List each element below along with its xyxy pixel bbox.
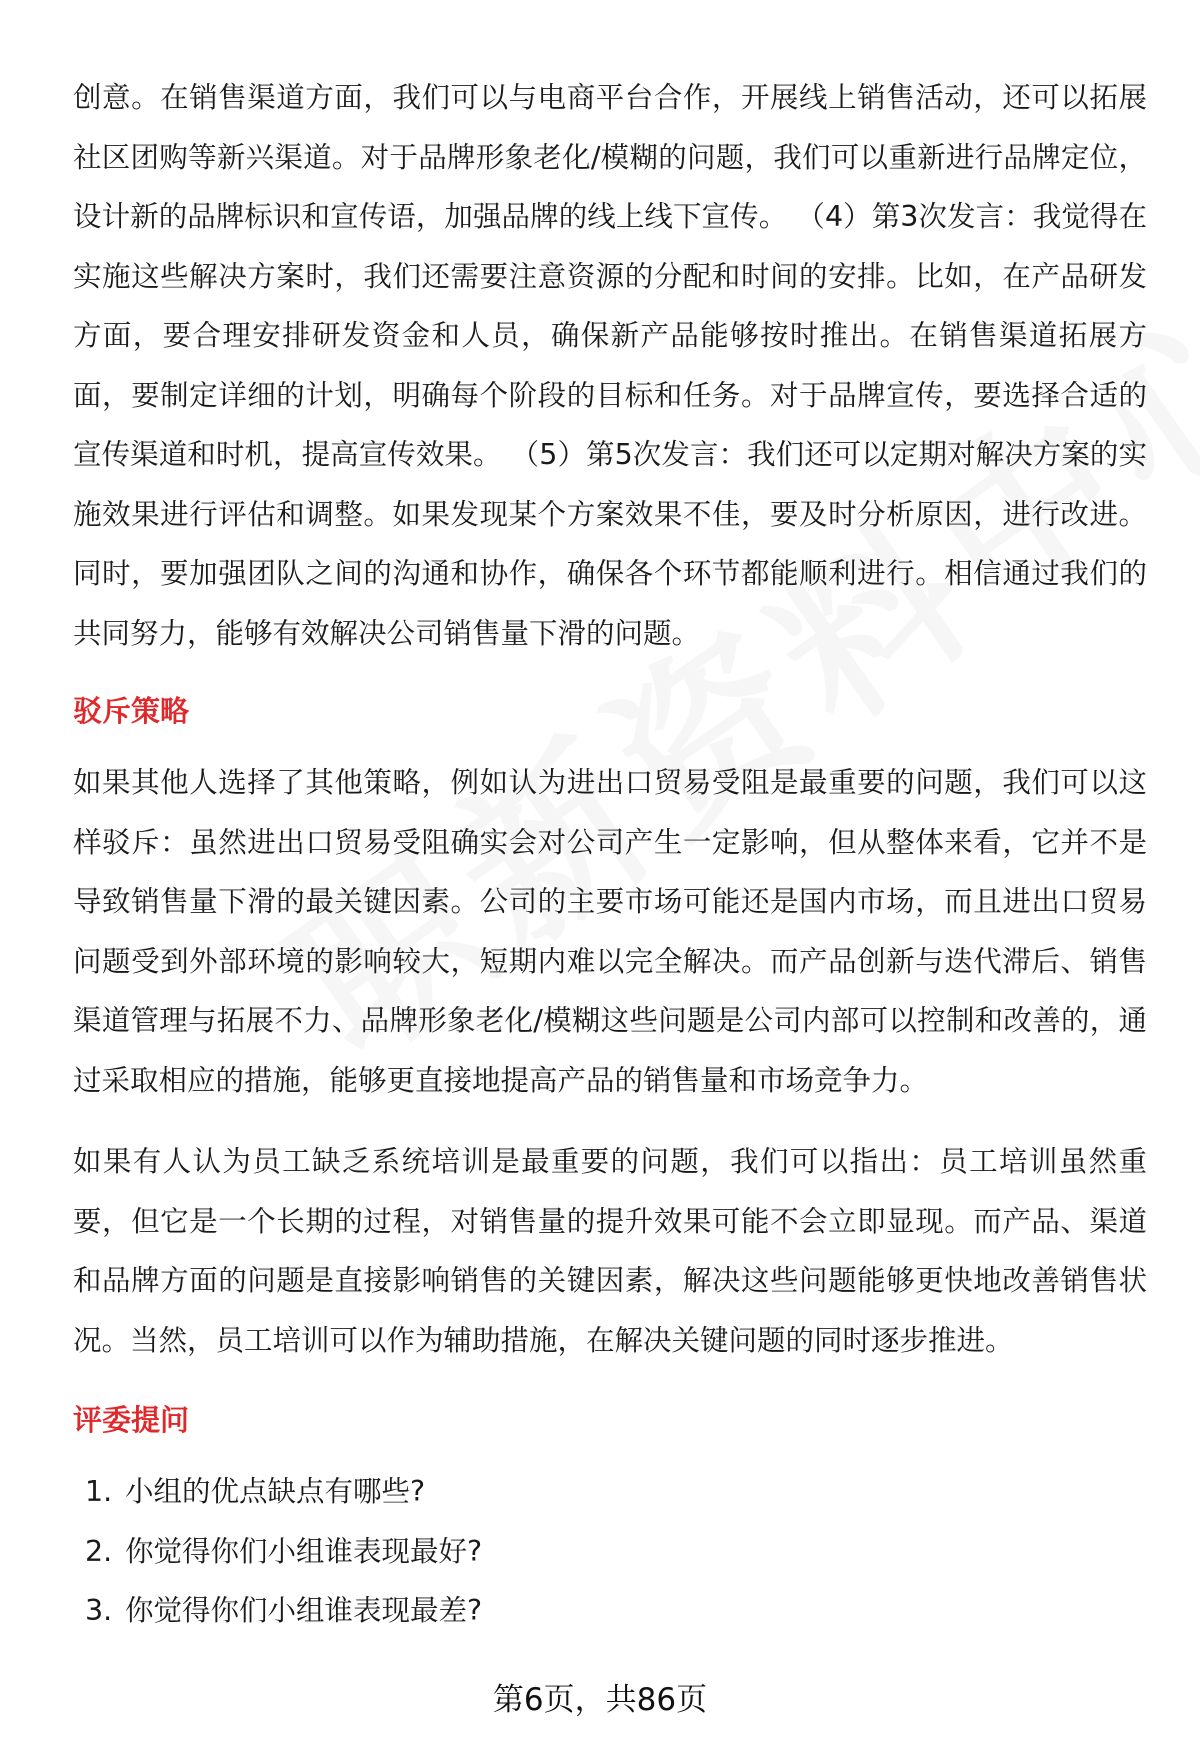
rebuttal-heading: 驳斥策略 <box>73 694 190 728</box>
rebuttal-section <box>73 753 1147 1370</box>
document-page <box>73 68 1147 1641</box>
list-item-number: 3. <box>85 1594 113 1627</box>
list-item <box>73 1462 1147 1522</box>
intro-paragraph: 创意。在销售渠道方面，我们可以与电商平台合作，开展线上销售活动，还可以拓展社区团购等新兴渠道。对于品牌形象老化/模糊的问题，我们可以重新进行品牌定位，设计新的品牌标识和宣传语，加强品牌的线上线下宣传。 （4）第3次发言：我觉得在实施这些解决方案时，我们还需要注意资源的分配和时间的安排。比如，在产品研发方面，要合理安排研发资金和人员，确保新产品能够按时推出。在销售渠道拓展方面，要制定详细的计划，明确每个阶段的目标和任务。对于品牌宣传，要选择合适的宣传渠道和时机，提高宣传效果。 （5）第5次发言：我们还可以定期对解决方案的实施效果进行评估和调整。如果发现某个方案效果不佳，要及时分析原因，进行改进。同时，要加强团队之间的沟通和协作，确保各个环节都能顺利进行。相信通过我们的共同努力，能够有效解决公司销售量下滑的问题。 <box>73 81 1147 650</box>
page-number-footer: 第6页，共86页 <box>492 1682 708 1718</box>
judge-questions-heading: 评委提问 <box>73 1403 190 1437</box>
list-item-text: 你觉得你们小组谁表现最差? <box>125 1594 483 1627</box>
list-item-number: 1. <box>85 1475 113 1508</box>
list-item-text: 小组的优点缺点有哪些? <box>125 1475 426 1508</box>
list-item <box>73 1522 1147 1582</box>
list-item-text: 你觉得你们小组谁表现最好? <box>125 1534 483 1568</box>
judge-questions-list <box>73 1462 1147 1641</box>
list-item <box>73 1581 1147 1641</box>
list-item-number: 2. <box>85 1534 113 1568</box>
rebuttal-paragraph-1: 如果其他人选择了其他策略，例如认为进出口贸易受阻是最重要的问题，我们可以这样驳斥：虽然进出口贸易受阻确实会对公司产生一定影响，但从整体来看，它并不是导致销售量下滑的最关键因素。公司的主要市场可能还是国内市场，而且进出口贸易问题受到外部环境的影响较大，短期内难以完全解决。而产品创新与迭代滞后、销售渠道管理与拓展不力、品牌形象老化/模糊这些问题是公司内部可以控制和改善的，通过采取相应的措施，能够更直接地提高产品的销售量和市场竞争力。 <box>73 766 1147 1097</box>
rebuttal-paragraph-2: 如果有人认为员工缺乏系统培训是最重要的问题，我们可以指出：员工培训虽然重要，但它是一个长期的过程，对销售量的提升效果可能不会立即显现。而产品、渠道和品牌方面的问题是直接影响销售的关键因素，解决这些问题能够更快地改善销售状况。当然，员工培训可以作为辅助措施，在解决关键问题的同时逐步推进。 <box>73 1145 1147 1357</box>
